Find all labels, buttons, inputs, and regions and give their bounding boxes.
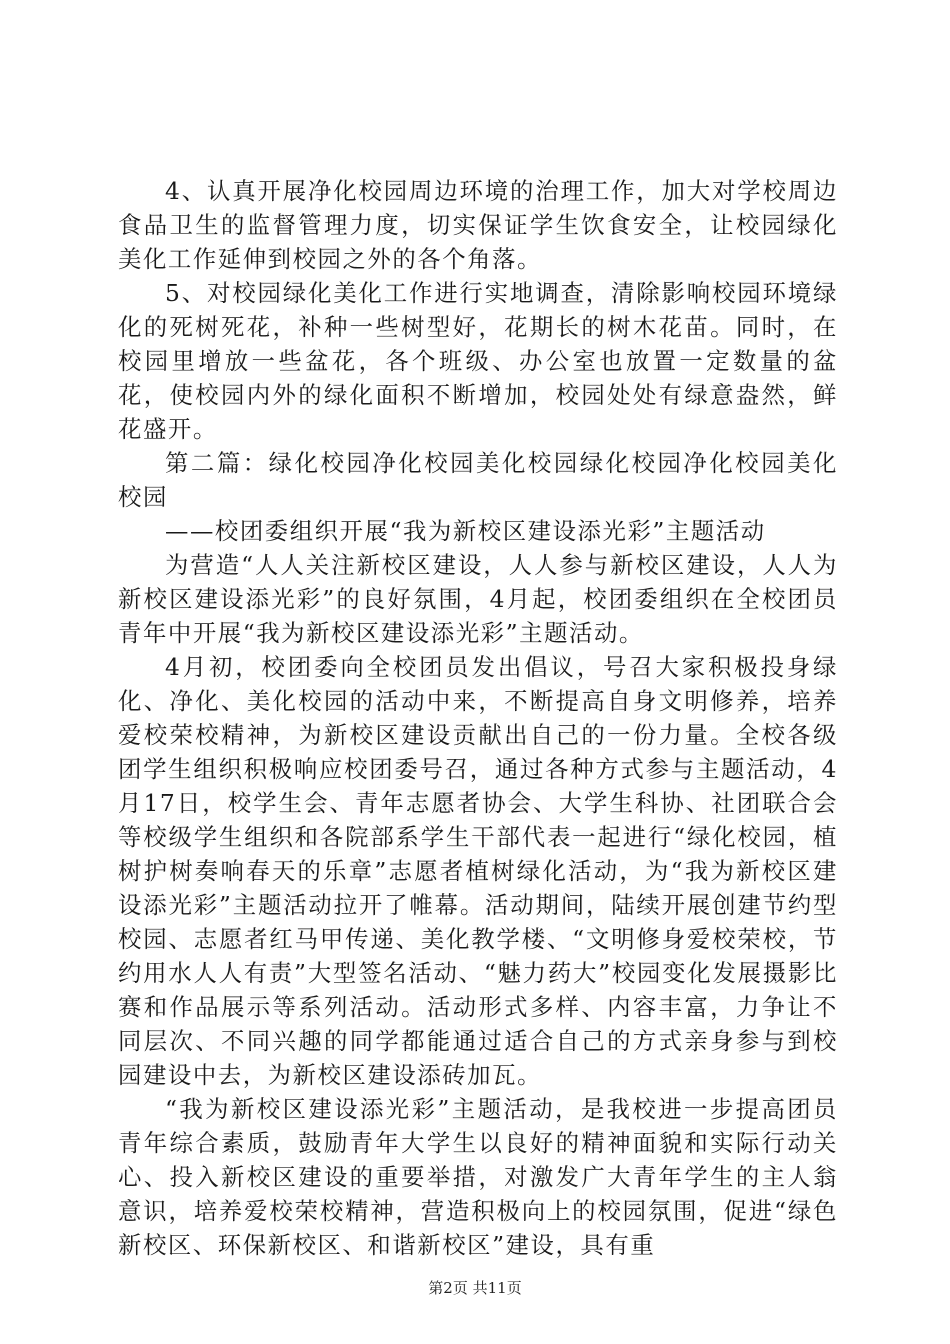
paragraph-item-4: 4、认真开展净化校园周边环境的治理工作，加大对学校周边食品卫生的监督管理力度，切实保证学生饮食安全，让校园绿化美化工作延伸到校园之外的各个角落。 [118, 177, 838, 273]
paragraph-intro: 为营造“人人关注新校区建设，人人参与新校区建设，人人为新校区建设添光彩”的良好氛围，4月起，校团委组织在全校团员青年中开展“我为新校区建设添光彩”主题活动。 [118, 551, 838, 647]
paragraph-activities: 4月初，校团委向全校团员发出倡议，号召大家积极投身绿化、净化、美化校园的活动中来，不断提高自身文明修养，培养爱校荣校精神，为新校区建设贡献出自己的一份力量。全校各级团学生组织积极响应校团委号召，通过各种方式参与主题活动，4月17日，校学生会、青年志愿者协会、大学生科协、社团联合会等校级学生组织和各院部系学生干部代表一起进行“绿化校园，植树护树奏响春天的乐章”志愿者植树绿化活动，为“我为新校区建设添光彩”主题活动拉开了帷幕。活动期间，陆续开展创建节约型校园、志愿者红马甲传递、美化教学楼、“文明修身爱校荣校，节约用水人人有责”大型签名活动、“魅力药大”校园变化发展摄影比赛和作品展示等系列活动。活动形式多样、内容丰富，力争让不同层次、不同兴趣的同学都能通过适合自己的方式亲身参与到校园建设中去，为新校区建设添砖加瓦。 [118, 653, 838, 1089]
paragraph-item-5: 5、对校园绿化美化工作进行实地调查，清除影响校园环境绿化的死树死花，补种一些树型好，花期长的树木花苗。同时，在校园里增放一些盆花，各个班级、办公室也放置一定数量的盆花，使校园内外的绿化面积不断增加，校园处处有绿意盎然，鲜花盛开。 [118, 279, 838, 443]
paragraph-significance: “我为新校区建设添光彩”主题活动，是我校进一步提高团员青年综合素质，鼓励青年大学生以良好的精神面貌和实际行动关心、投入新校区建设的重要举措，对激发广大青年学生的主人翁意识，培养爱校荣校精神，营造积极向上的校园氛围，促进“绿色新校区、环保新校区、和谐新校区”建设，具有重 [118, 1095, 838, 1259]
document-body [118, 174, 838, 1262]
section-subtitle: ——校团委组织开展“我为新校区建设添光彩”主题活动 [165, 517, 766, 545]
section-heading: 第二篇：绿化校园净化校园美化校园绿化校园净化校园美化校园 [118, 449, 838, 511]
page-footer: 第2页 共11页 [428, 1279, 522, 1297]
